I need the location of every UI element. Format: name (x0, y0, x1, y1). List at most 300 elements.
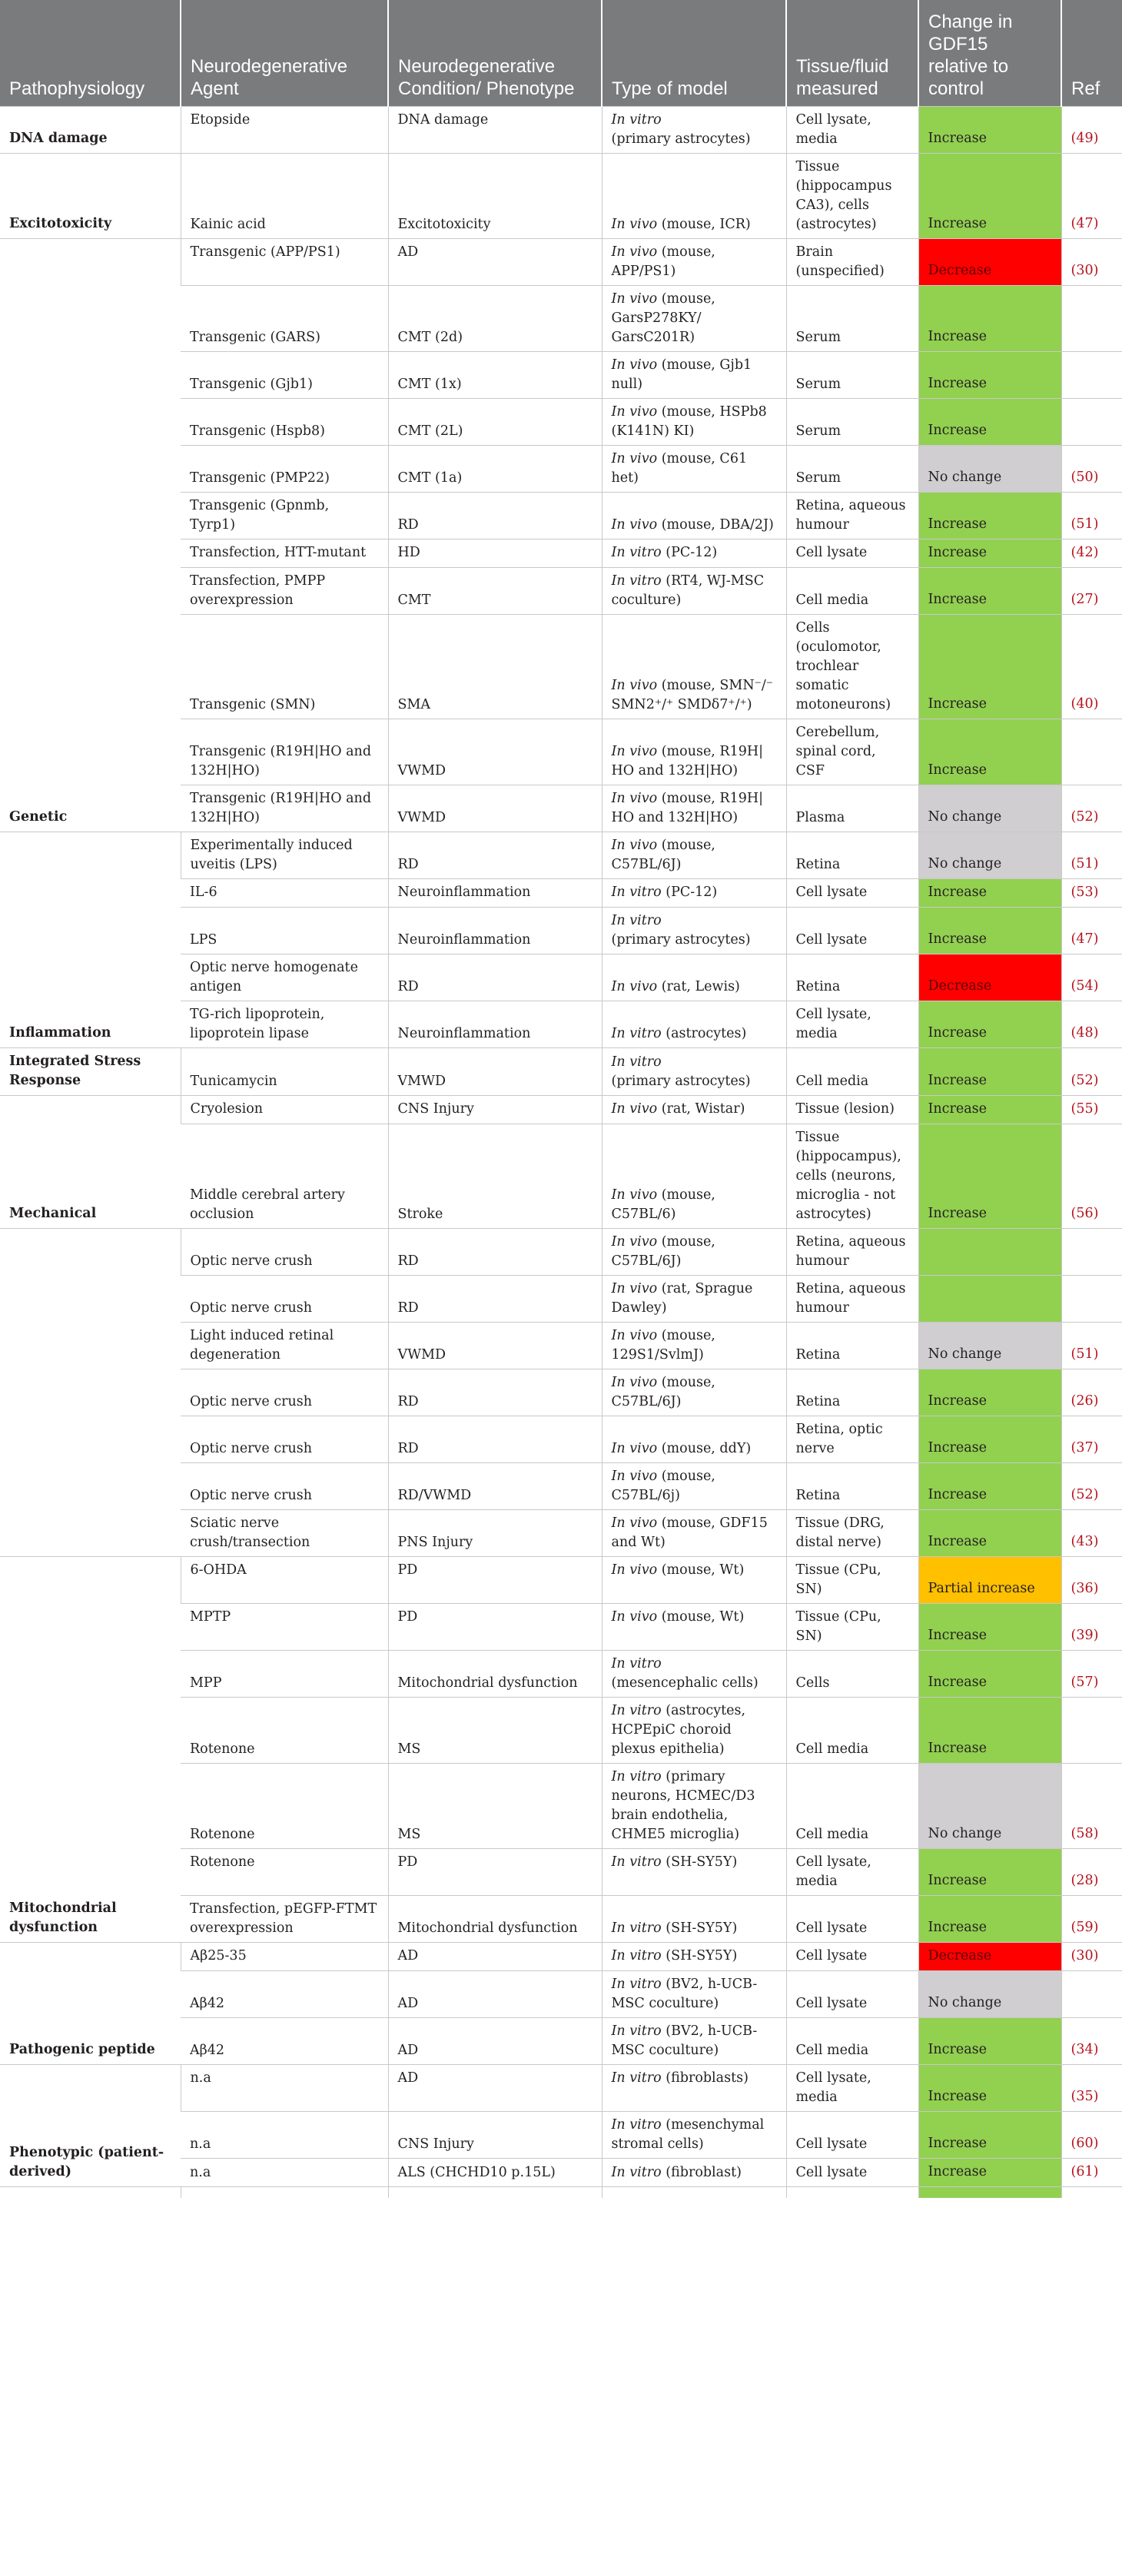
condition-cell: VWMD (388, 785, 602, 832)
model-cell (602, 399, 786, 446)
agent-cell: Optic nerve crush (181, 1229, 388, 1276)
ref-cell: (57) (1061, 1651, 1122, 1698)
change-badge: Increase (918, 154, 1061, 239)
model-detail: (mouse, ddY) (661, 1441, 752, 1456)
condition-cell: CNS Injury (388, 2112, 602, 2159)
condition-cell: RD (388, 493, 602, 539)
agent-cell: Etopside (181, 107, 388, 154)
pathophysiology-cell: Excitotoxicity (0, 154, 181, 239)
condition-cell: Mitochondrial dysfunction (388, 1651, 602, 1698)
change-badge: Increase (918, 879, 1061, 908)
change-badge: Increase (918, 1001, 1061, 1048)
condition-cell: HD (388, 539, 602, 568)
ref-cell: (27) (1061, 568, 1122, 615)
header-tissue: Tissue/fluid measured (786, 0, 918, 107)
tissue-cell: Cell lysate, media (786, 107, 918, 154)
condition-cell: Excitotoxicity (388, 154, 602, 239)
model-cell (602, 1604, 786, 1651)
model-detail: (primary neurons, HCMEC/D3 brain endothelia, CHME5 microglia) (611, 1769, 755, 1842)
condition-cell: AD (388, 1943, 602, 1971)
table-end-cell (388, 2187, 602, 2199)
pathophysiology-cell: Genetic (0, 239, 181, 832)
model-type: In vivo (611, 451, 658, 466)
model-cell (602, 568, 786, 615)
ref-cell: (59) (1061, 1896, 1122, 1943)
model-type: In vitro (611, 2165, 662, 2180)
model-cell (602, 2065, 786, 2112)
pathophysiology-cell: Mechanical (0, 1096, 181, 1229)
tissue-cell: Tissue (hippocampus), cells (neurons, microglia - not astrocytes) (786, 1124, 918, 1229)
table-end-cell (602, 2187, 786, 2199)
ref-cell: (43) (1061, 1510, 1122, 1557)
model-type: In vivo (611, 744, 658, 759)
table-row (0, 107, 1122, 154)
model-cell (602, 1698, 786, 1764)
ref-cell: (48) (1061, 1001, 1122, 1048)
table-body (0, 107, 1122, 2199)
tissue-cell: Retina (786, 954, 918, 1001)
model-detail: (mouse, 129S1/SvlmJ) (611, 1328, 715, 1363)
header-model: Type of model (602, 0, 786, 107)
model-type: In vivo (611, 1515, 658, 1531)
condition-cell: PD (388, 1849, 602, 1896)
model-detail: (mouse, Gjb1 null) (611, 357, 752, 392)
condition-cell: PD (388, 1557, 602, 1604)
ref-cell: (56) (1061, 1124, 1122, 1229)
agent-cell: Middle cerebral artery occlusion (181, 1124, 388, 1229)
tissue-cell: Retina, aqueous humour (786, 1276, 918, 1323)
model-detail: (mouse, GarsP278KY/ GarsC201R) (611, 291, 715, 345)
agent-cell: Optic nerve homogenate antigen (181, 954, 388, 1001)
model-cell (602, 2112, 786, 2159)
model-type: In vitro (611, 1026, 662, 1041)
model-cell (602, 1463, 786, 1510)
ref-cell (1061, 1276, 1122, 1323)
model-detail: (fibroblast) (666, 2165, 742, 2180)
change-badge: Increase (918, 1416, 1061, 1463)
model-type: In vivo (611, 1609, 658, 1625)
model-detail: (mouse, C57BL/6J) (611, 1234, 715, 1269)
condition-cell: CMT (1a) (388, 446, 602, 493)
agent-cell: Transfection, HTT-mutant (181, 539, 388, 568)
table-row (0, 1096, 1122, 1124)
condition-cell: CMT (388, 568, 602, 615)
header-pathophysiology: Pathophysiology (0, 0, 181, 107)
agent-cell: Rotenone (181, 1849, 388, 1896)
ref-cell: (35) (1061, 2065, 1122, 2112)
model-detail: (RT4, WJ-MSC coculture) (611, 573, 765, 608)
change-badge: No change (918, 446, 1061, 493)
ref-cell: (51) (1061, 493, 1122, 539)
model-detail: (mesencephalic cells) (611, 1675, 759, 1691)
ref-cell: (55) (1061, 1096, 1122, 1124)
change-badge: No change (918, 1971, 1061, 2018)
condition-cell: AD (388, 2065, 602, 2112)
tissue-cell: Cell media (786, 568, 918, 615)
tissue-cell: Retina, aqueous humour (786, 493, 918, 539)
tissue-cell: Retina, aqueous humour (786, 1229, 918, 1276)
model-type: In vivo (611, 1234, 658, 1250)
condition-cell: RD (388, 954, 602, 1001)
model-type: In vivo (611, 1469, 658, 1484)
tissue-cell: Cell lysate (786, 539, 918, 568)
tissue-cell: Serum (786, 399, 918, 446)
ref-cell: (37) (1061, 1416, 1122, 1463)
header-change: Change in GDF15 relative to control (918, 0, 1061, 107)
model-cell (602, 615, 786, 719)
condition-cell: AD (388, 1971, 602, 2018)
ref-cell: (40) (1061, 615, 1122, 719)
table-row (0, 1943, 1122, 1971)
model-type: In vivo (611, 791, 658, 806)
model-type: In vitro (611, 885, 662, 900)
model-cell (602, 1971, 786, 2018)
change-badge: Increase (918, 719, 1061, 785)
agent-cell: Aβ42 (181, 1971, 388, 2018)
tissue-cell: Retina (786, 1369, 918, 1416)
ref-cell: (52) (1061, 785, 1122, 832)
header-condition: Neurodegenerative Condition/ Phenotype (388, 0, 602, 107)
tissue-cell: Serum (786, 446, 918, 493)
change-badge: Increase (918, 2112, 1061, 2159)
tissue-cell: Serum (786, 286, 918, 352)
agent-cell: Transfection, pEGFP-FTMT overexpression (181, 1896, 388, 1943)
model-detail: (mouse, C57BL/6J) (611, 1375, 715, 1409)
change-badge: No change (918, 1764, 1061, 1849)
condition-cell: CMT (2d) (388, 286, 602, 352)
table-row (0, 1048, 1122, 1096)
model-detail: (rat, Wistar) (661, 1101, 745, 1117)
table-row (0, 239, 1122, 286)
model-cell (602, 2159, 786, 2187)
change-badge: Increase (918, 1096, 1061, 1124)
agent-cell: Transgenic (SMN) (181, 615, 388, 719)
ref-cell: (52) (1061, 1463, 1122, 1510)
condition-cell: CMT (2L) (388, 399, 602, 446)
model-type: In vivo (611, 1328, 658, 1343)
change-badge: Increase (918, 1510, 1061, 1557)
pathophysiology-cell: Pathogenic peptide (0, 1943, 181, 2065)
change-badge: Decrease (918, 239, 1061, 286)
model-cell (602, 1276, 786, 1323)
agent-cell: Aβ25-35 (181, 1943, 388, 1971)
model-detail: (mouse, SMN⁻/⁻ SMN2⁺/⁺ SMDδ7⁺/⁺) (611, 678, 774, 712)
ref-cell: (52) (1061, 1048, 1122, 1096)
ref-cell: (60) (1061, 2112, 1122, 2159)
ref-cell: (50) (1061, 446, 1122, 493)
agent-cell: Rotenone (181, 1698, 388, 1764)
model-type: In vivo (611, 1375, 658, 1390)
condition-cell: VWMD (388, 1323, 602, 1369)
model-detail: (astrocytes, HCPEpiC choroid plexus epithelia) (611, 1703, 746, 1757)
condition-cell: Mitochondrial dysfunction (388, 1896, 602, 1943)
change-badge: Increase (918, 615, 1061, 719)
pathophysiology-cell: DNA damage (0, 107, 181, 154)
model-detail: (mouse, C57BL/6j) (611, 1469, 715, 1503)
tissue-cell: Tissue (DRG, distal nerve) (786, 1510, 918, 1557)
model-type: In vitro (611, 573, 662, 589)
model-detail: (mouse, APP/PS1) (611, 244, 715, 279)
table-row (0, 2065, 1122, 2112)
change-badge: Increase (918, 286, 1061, 352)
change-badge: Increase (918, 352, 1061, 399)
model-cell (602, 154, 786, 239)
condition-cell: VWMD (388, 719, 602, 785)
condition-cell: MS (388, 1764, 602, 1849)
agent-cell: Transgenic (Gjb1) (181, 352, 388, 399)
ref-cell: (53) (1061, 879, 1122, 908)
model-detail: (primary astrocytes) (611, 1074, 751, 1089)
ref-cell (1061, 399, 1122, 446)
tissue-cell: Brain (unspecified) (786, 239, 918, 286)
agent-cell: IL-6 (181, 879, 388, 908)
model-cell (602, 1229, 786, 1276)
change-badge: Increase (918, 493, 1061, 539)
model-detail: (mouse, Wt) (661, 1609, 745, 1625)
model-detail: (mouse, C57BL/6) (611, 1187, 715, 1222)
tissue-cell: Cell media (786, 2018, 918, 2065)
agent-cell: n.a (181, 2112, 388, 2159)
tissue-cell: Plasma (786, 785, 918, 832)
model-cell (602, 352, 786, 399)
change-badge: No change (918, 785, 1061, 832)
ref-cell (1061, 286, 1122, 352)
tissue-cell: Cerebellum, spinal cord, CSF (786, 719, 918, 785)
model-detail: (mouse, DBA/2J) (661, 517, 774, 533)
ref-cell (1061, 1698, 1122, 1764)
ref-cell (1061, 719, 1122, 785)
model-detail: (BV2, h-UCB-MSC coculture) (611, 1977, 758, 2011)
header-agent: Neurodegenerative Agent (181, 0, 388, 107)
agent-cell: Transgenic (APP/PS1) (181, 239, 388, 286)
agent-cell: 6-OHDA (181, 1557, 388, 1604)
model-cell (602, 954, 786, 1001)
model-detail: (mouse, ICR) (661, 217, 751, 232)
model-detail: (SH-SY5Y) (666, 1854, 738, 1870)
agent-cell: Transgenic (GARS) (181, 286, 388, 352)
model-type: In vivo (611, 678, 658, 693)
model-detail: (mouse, GDF15 and Wt) (611, 1515, 768, 1550)
agent-cell: Optic nerve crush (181, 1276, 388, 1323)
table-row (0, 1557, 1122, 1604)
change-badge: Decrease (918, 954, 1061, 1001)
model-detail: (BV2, h-UCB-MSC coculture) (611, 2023, 758, 2058)
pathophysiology-cell: Mitochondrial dysfunction (0, 1557, 181, 1943)
model-type: In vitro (611, 1977, 662, 1992)
change-badge: Increase (918, 1124, 1061, 1229)
model-type: In vitro (611, 1948, 662, 1964)
condition-cell: Neuroinflammation (388, 879, 602, 908)
ref-cell: (28) (1061, 1849, 1122, 1896)
ref-cell: (30) (1061, 1943, 1122, 1971)
model-cell (602, 1323, 786, 1369)
model-type: In vivo (611, 1441, 658, 1456)
change-badge: Increase (918, 1604, 1061, 1651)
ref-cell: (47) (1061, 908, 1122, 954)
tissue-cell: Serum (786, 352, 918, 399)
tissue-cell: Tissue (CPu, SN) (786, 1557, 918, 1604)
tissue-cell: Cell lysate (786, 1943, 918, 1971)
condition-cell: PNS Injury (388, 1510, 602, 1557)
change-badge: Increase (918, 568, 1061, 615)
tissue-cell: Cell lysate, media (786, 1001, 918, 1048)
model-type: In vivo (611, 1187, 658, 1203)
tissue-cell: Cell lysate (786, 1971, 918, 2018)
change-badge: Increase (918, 908, 1061, 954)
ref-cell: (36) (1061, 1557, 1122, 1604)
model-cell (602, 719, 786, 785)
model-cell (602, 1764, 786, 1849)
model-detail: (PC-12) (666, 885, 718, 900)
model-cell (602, 446, 786, 493)
tissue-cell: Cell lysate (786, 908, 918, 954)
change-badge: Increase (918, 2018, 1061, 2065)
tissue-cell: Retina (786, 1323, 918, 1369)
agent-cell: Optic nerve crush (181, 1416, 388, 1463)
tissue-cell: Tissue (CPu, SN) (786, 1604, 918, 1651)
model-cell (602, 1048, 786, 1096)
tissue-cell: Retina (786, 1463, 918, 1510)
agent-cell: Sciatic nerve crush/transection (181, 1510, 388, 1557)
change-badge: Increase (918, 1048, 1061, 1096)
model-cell (602, 1510, 786, 1557)
model-detail: (SH-SY5Y) (666, 1948, 738, 1964)
tissue-cell: Cell lysate (786, 2159, 918, 2187)
model-cell (602, 286, 786, 352)
change-badge (918, 1229, 1061, 1276)
condition-cell: MS (388, 1698, 602, 1764)
agent-cell: Aβ42 (181, 2018, 388, 2065)
model-cell (602, 1651, 786, 1698)
condition-cell: DNA damage (388, 107, 602, 154)
table-end-cell (0, 2187, 181, 2199)
model-detail: (mouse, HSPb8 (K141N) KI) (611, 404, 767, 439)
model-type: In vivo (611, 244, 658, 260)
table-row (0, 1229, 1122, 1276)
ref-cell (1061, 352, 1122, 399)
ref-cell: (39) (1061, 1604, 1122, 1651)
condition-cell: Neuroinflammation (388, 908, 602, 954)
ref-cell: (42) (1061, 539, 1122, 568)
change-badge (918, 1276, 1061, 1323)
model-detail: (rat, Sprague Dawley) (611, 1281, 753, 1316)
pathophysiology-cell (0, 1229, 181, 1557)
model-detail: (primary astrocytes) (611, 932, 751, 948)
model-cell (602, 539, 786, 568)
pathophysiology-cell: Phenotypic (patient-derived) (0, 2065, 181, 2187)
change-badge: Increase (918, 2065, 1061, 2112)
table-row (0, 154, 1122, 239)
model-type: In vivo (611, 838, 658, 853)
tissue-cell: Cell lysate, media (786, 1849, 918, 1896)
agent-cell: Transgenic (PMP22) (181, 446, 388, 493)
model-detail: (primary astrocytes) (611, 131, 751, 147)
agent-cell: TG-rich lipoprotein, lipoprotein lipase (181, 1001, 388, 1048)
change-badge: Increase (918, 1698, 1061, 1764)
model-cell (602, 879, 786, 908)
agent-cell: MPP (181, 1651, 388, 1698)
model-detail: (rat, Lewis) (661, 979, 740, 994)
model-detail: (PC-12) (666, 545, 718, 560)
model-detail: (mesenchymal stromal cells) (611, 2117, 765, 2152)
tissue-cell: Tissue (lesion) (786, 1096, 918, 1124)
model-detail: (SH-SY5Y) (666, 1920, 738, 1936)
model-cell (602, 1896, 786, 1943)
model-cell (602, 1001, 786, 1048)
agent-cell: Transfection, PMPP overexpression (181, 568, 388, 615)
condition-cell: AD (388, 2018, 602, 2065)
change-badge: Increase (918, 1651, 1061, 1698)
condition-cell: VMWD (388, 1048, 602, 1096)
model-cell (602, 908, 786, 954)
ref-cell: (30) (1061, 239, 1122, 286)
change-badge: Increase (918, 539, 1061, 568)
pathophysiology-cell: Integrated Stress Response (0, 1048, 181, 1096)
pathophysiology-cell: Inflammation (0, 832, 181, 1048)
model-type: In vitro (611, 2070, 662, 2086)
ref-cell: (51) (1061, 1323, 1122, 1369)
model-type: In vitro (611, 1054, 662, 1070)
change-badge: Decrease (918, 1943, 1061, 1971)
table-end-row (0, 2187, 1122, 2199)
change-badge: No change (918, 1323, 1061, 1369)
model-type: In vitro (611, 1854, 662, 1870)
model-detail: (mouse, C57BL/6J) (611, 838, 715, 872)
model-type: In vitro (611, 2023, 662, 2039)
change-badge: Increase (918, 1896, 1061, 1943)
tissue-cell: Cells (786, 1651, 918, 1698)
agent-cell: Transgenic (R19H|HO and 132H|HO) (181, 785, 388, 832)
agent-cell: n.a (181, 2159, 388, 2187)
ref-cell: (51) (1061, 832, 1122, 879)
model-type: In vivo (611, 517, 658, 533)
condition-cell: RD (388, 1229, 602, 1276)
condition-cell: PD (388, 1604, 602, 1651)
model-type: In vitro (611, 1656, 662, 1671)
tissue-cell: Cell lysate (786, 2112, 918, 2159)
agent-cell: Kainic acid (181, 154, 388, 239)
tissue-cell: Tissue (hippocampus CA3), cells (astrocytes) (786, 154, 918, 239)
table-end-cell (1061, 2187, 1122, 2199)
condition-cell: CNS Injury (388, 1096, 602, 1124)
model-type: In vivo (611, 217, 658, 232)
change-badge: Increase (918, 107, 1061, 154)
condition-cell: RD/VWMD (388, 1463, 602, 1510)
condition-cell: AD (388, 239, 602, 286)
table-row (0, 832, 1122, 879)
condition-cell: SMA (388, 615, 602, 719)
agent-cell: Transgenic (Gpnmb, Tyrp1) (181, 493, 388, 539)
ref-cell (1061, 1229, 1122, 1276)
header-ref: Ref (1061, 0, 1122, 107)
model-type: In vivo (611, 1562, 658, 1578)
model-type: In vivo (611, 979, 658, 994)
model-type: In vivo (611, 404, 658, 420)
model-cell (602, 1943, 786, 1971)
tissue-cell: Retina (786, 832, 918, 879)
agent-cell: Light induced retinal degeneration (181, 1323, 388, 1369)
change-badge: No change (918, 832, 1061, 879)
model-cell (602, 1096, 786, 1124)
model-type: In vitro (611, 545, 662, 560)
agent-cell: Transgenic (Hspb8) (181, 399, 388, 446)
model-cell (602, 785, 786, 832)
condition-cell: ALS (CHCHD10 p.15L) (388, 2159, 602, 2187)
tissue-cell: Cell media (786, 1698, 918, 1764)
model-type: In vivo (611, 1101, 658, 1117)
agent-cell: Cryolesion (181, 1096, 388, 1124)
model-type: In vitro (611, 1769, 662, 1784)
